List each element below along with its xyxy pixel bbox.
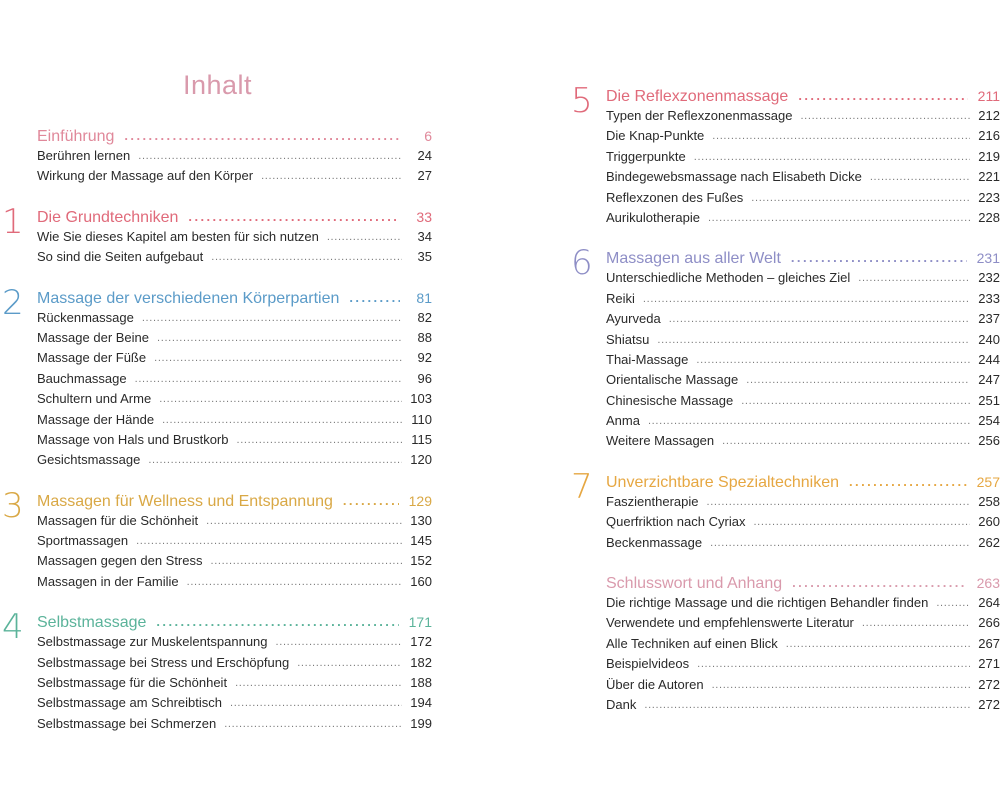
chapter-heading[interactable] bbox=[568, 472, 1000, 492]
leader-dots bbox=[669, 309, 970, 329]
toc-entry-page-number: 237 bbox=[978, 311, 1000, 327]
chapter-heading-label: Massagen für Wellness und Entspannung bbox=[37, 492, 333, 510]
toc-entry-label: Massage der Hände bbox=[37, 411, 155, 427]
leader-dots bbox=[753, 512, 970, 532]
toc-right-column bbox=[568, 81, 1000, 715]
chapter-heading-label: Schlusswort und Anhang bbox=[606, 575, 783, 593]
toc-entry-label: Die Knap-Punkte bbox=[606, 128, 705, 144]
toc-entry[interactable] bbox=[0, 511, 432, 531]
chapter-heading-label: Massagen aus aller Welt bbox=[606, 250, 781, 268]
toc-entry-page-number: 199 bbox=[410, 715, 432, 731]
chapter-heading-label: Die Grundtechniken bbox=[37, 208, 179, 226]
toc-entry-page-number: 27 bbox=[417, 168, 432, 184]
leader-dots bbox=[707, 492, 971, 512]
toc-entry[interactable] bbox=[568, 533, 1000, 553]
chapter-heading[interactable] bbox=[568, 248, 1000, 268]
toc-section bbox=[0, 126, 432, 187]
toc-entry[interactable] bbox=[568, 593, 1000, 613]
toc-entry-label: Selbstmassage bei Schmerzen bbox=[37, 715, 217, 731]
chapter-heading-page-number: 211 bbox=[977, 88, 1000, 104]
toc-entry-page-number: 272 bbox=[978, 676, 1000, 692]
toc-entry-label: Reflexzonen des Fußes bbox=[606, 189, 744, 205]
toc-entry[interactable] bbox=[568, 695, 1000, 715]
toc-entry-label: Weitere Massagen bbox=[606, 433, 715, 449]
leader-dots bbox=[135, 369, 402, 389]
leader-dots bbox=[858, 268, 970, 288]
toc-entry[interactable] bbox=[0, 531, 432, 551]
toc-left-column bbox=[0, 126, 432, 734]
toc-entry-label: Triggerpunkte bbox=[606, 148, 686, 164]
toc-entry-page-number: 216 bbox=[978, 128, 1000, 144]
leader-dots bbox=[188, 207, 400, 227]
toc-entry-label: Beckenmassage bbox=[606, 534, 703, 550]
toc-entry-page-number: 115 bbox=[411, 431, 432, 447]
toc-section bbox=[568, 243, 1000, 452]
toc-entry-page-number: 251 bbox=[978, 392, 1000, 408]
toc-entry[interactable] bbox=[0, 348, 432, 368]
toc-section bbox=[0, 607, 432, 734]
toc-entry-page-number: 110 bbox=[411, 411, 432, 427]
toc-entry-label: Wirkung der Massage auf den Körper bbox=[37, 168, 254, 184]
toc-entry-page-number: 82 bbox=[417, 309, 432, 325]
chapter-heading-label: Selbstmassage bbox=[37, 614, 147, 632]
leader-dots bbox=[792, 573, 967, 593]
toc-entry-label: Shiatsu bbox=[606, 331, 650, 347]
toc-entry-label: Selbstmassage zur Muskelentspannung bbox=[37, 634, 268, 650]
toc-entry-label: Berühren lernen bbox=[37, 148, 131, 163]
toc-entry-label: Aurikulotherapie bbox=[606, 209, 700, 225]
leader-dots bbox=[276, 632, 402, 652]
leader-dots bbox=[697, 654, 970, 674]
chapter-number: 1 bbox=[2, 201, 24, 242]
toc-entry[interactable] bbox=[568, 492, 1000, 512]
toc-entry-label: Massagen in der Familie bbox=[37, 573, 179, 589]
toc-entry-page-number: 145 bbox=[410, 533, 432, 549]
chapter-heading-page-number: 33 bbox=[416, 208, 432, 225]
toc-entry[interactable] bbox=[568, 106, 1000, 126]
toc-entry[interactable] bbox=[0, 247, 432, 267]
toc-entry-page-number: 182 bbox=[410, 654, 432, 670]
toc-entry-page-number: 258 bbox=[978, 493, 1000, 509]
chapter-heading-label: Die Reflexzonenmassage bbox=[606, 88, 789, 105]
toc-entry-page-number: 233 bbox=[978, 290, 1000, 306]
toc-entry-label: Schultern und Arme bbox=[37, 391, 152, 407]
toc-entry-label: Chinesische Massage bbox=[606, 392, 734, 408]
toc-entry-label: Querfriktion nach Cyriax bbox=[606, 514, 746, 530]
toc-entry-page-number: 267 bbox=[978, 635, 1000, 651]
toc-entry[interactable] bbox=[0, 369, 432, 389]
toc-entry[interactable] bbox=[0, 572, 432, 592]
toc-entry-label: Dank bbox=[606, 696, 637, 712]
toc-entry-label: Anma bbox=[606, 413, 640, 429]
toc-entry-label: Selbstmassage am Schreibtisch bbox=[37, 695, 222, 711]
toc-entry-page-number: 260 bbox=[978, 514, 1000, 530]
toc-entry-page-number: 160 bbox=[410, 573, 432, 589]
leader-dots bbox=[798, 86, 967, 106]
toc-entry-page-number: 256 bbox=[978, 433, 1000, 449]
toc-entry-page-number: 34 bbox=[417, 228, 432, 244]
toc-entry-page-number: 35 bbox=[417, 249, 432, 265]
toc-section bbox=[0, 485, 432, 593]
toc-entry-page-number: 264 bbox=[978, 595, 1000, 611]
leader-dots bbox=[849, 472, 967, 492]
toc-entry-page-number: 272 bbox=[978, 696, 1000, 712]
chapter-heading[interactable] bbox=[0, 288, 432, 308]
leader-dots bbox=[236, 430, 402, 450]
toc-entry[interactable] bbox=[568, 147, 1000, 167]
leader-dots bbox=[154, 348, 402, 368]
leader-dots bbox=[648, 411, 970, 431]
toc-entry-label: Reiki bbox=[606, 290, 635, 306]
toc-entry[interactable] bbox=[568, 613, 1000, 633]
leader-dots bbox=[327, 227, 402, 247]
toc-entry[interactable] bbox=[568, 330, 1000, 350]
toc-section bbox=[0, 201, 432, 268]
toc-entry-page-number: 188 bbox=[410, 675, 432, 691]
toc-entry-label: Die richtige Massage und die richtigen Behandler finden bbox=[606, 595, 929, 611]
chapter-heading-page-number: 81 bbox=[416, 289, 432, 306]
toc-entry-page-number: 120 bbox=[410, 452, 432, 468]
toc-entry-page-number: 152 bbox=[410, 553, 432, 569]
toc-entry[interactable] bbox=[0, 430, 432, 450]
toc-entry-label: Bindegewebsmassage nach Elisabeth Dicke bbox=[606, 169, 862, 185]
toc-entry[interactable] bbox=[568, 350, 1000, 370]
toc-entry-page-number: 24 bbox=[417, 148, 432, 163]
toc-entry[interactable] bbox=[0, 673, 432, 693]
toc-section bbox=[568, 573, 1000, 715]
toc-entry[interactable] bbox=[0, 227, 432, 247]
toc-entry[interactable] bbox=[568, 208, 1000, 228]
toc-entry-label: Gesichtsmassage bbox=[37, 452, 141, 468]
toc-entry-label: Unterschiedliche Methoden – gleiches Ziel bbox=[606, 270, 851, 286]
leader-dots bbox=[224, 714, 402, 734]
leader-dots bbox=[261, 166, 402, 186]
leader-dots bbox=[187, 572, 402, 592]
toc-entry-label: Über die Autoren bbox=[606, 676, 704, 692]
chapter-heading-page-number: 171 bbox=[408, 614, 432, 631]
leader-dots bbox=[162, 410, 402, 430]
toc-entry-page-number: 219 bbox=[978, 148, 1000, 164]
leader-dots bbox=[696, 350, 970, 370]
toc-entry-page-number: 254 bbox=[978, 413, 1000, 429]
toc-entry-page-number: 244 bbox=[978, 351, 1000, 367]
toc-entry-page-number: 194 bbox=[410, 695, 432, 711]
leader-dots bbox=[791, 248, 967, 268]
chapter-heading-page-number: 6 bbox=[424, 128, 432, 144]
toc-entry[interactable] bbox=[568, 268, 1000, 288]
chapter-heading-page-number: 231 bbox=[976, 250, 1000, 267]
toc-entry-label: Bauchmassage bbox=[37, 370, 127, 386]
toc-entry-label: Verwendete und empfehlenswerte Literatur bbox=[606, 615, 854, 631]
page-title: Inhalt bbox=[182, 70, 253, 100]
leader-dots bbox=[643, 289, 970, 309]
leader-dots bbox=[862, 613, 970, 633]
leader-dots bbox=[751, 188, 970, 208]
leader-dots bbox=[142, 308, 402, 328]
leader-dots bbox=[870, 167, 970, 187]
toc-entry[interactable] bbox=[0, 146, 432, 166]
toc-entry[interactable] bbox=[0, 308, 432, 328]
toc-entry[interactable] bbox=[568, 675, 1000, 695]
toc-entry-label: Ayurveda bbox=[606, 311, 661, 327]
toc-entry[interactable] bbox=[0, 714, 432, 734]
chapter-heading[interactable] bbox=[0, 207, 432, 227]
chapter-number: 5 bbox=[571, 81, 593, 121]
leader-dots bbox=[138, 146, 402, 166]
toc-entry-label: Massage der Füße bbox=[37, 350, 147, 366]
toc-entry[interactable] bbox=[568, 411, 1000, 431]
toc-entry[interactable] bbox=[568, 167, 1000, 187]
toc-entry-page-number: 271 bbox=[978, 656, 1000, 672]
toc-entry[interactable] bbox=[0, 166, 432, 186]
toc-entry-page-number: 262 bbox=[978, 534, 1000, 550]
toc-entry-page-number: 92 bbox=[417, 350, 432, 366]
toc-entry-label: Typen der Reflexzonenmassage bbox=[606, 108, 793, 123]
toc-entry-page-number: 221 bbox=[978, 169, 1000, 185]
toc-entry-label: Thai-Massage bbox=[606, 351, 689, 367]
chapter-number: 7 bbox=[571, 466, 593, 507]
toc-entry[interactable] bbox=[0, 693, 432, 713]
leader-dots bbox=[710, 533, 970, 553]
toc-entry[interactable] bbox=[568, 188, 1000, 208]
leader-dots bbox=[712, 675, 970, 695]
leader-dots bbox=[136, 531, 402, 551]
toc-entry-page-number: 103 bbox=[410, 391, 432, 407]
chapter-heading[interactable] bbox=[568, 86, 1000, 106]
leader-dots bbox=[786, 634, 970, 654]
toc-entry[interactable] bbox=[568, 431, 1000, 451]
toc-entry-label: Alle Techniken auf einen Blick bbox=[606, 635, 778, 651]
leader-dots bbox=[159, 389, 402, 409]
leader-dots bbox=[297, 653, 402, 673]
toc-entry[interactable] bbox=[568, 391, 1000, 411]
toc-entry-label: Orientalische Massage bbox=[606, 372, 739, 388]
chapter-heading[interactable] bbox=[0, 126, 432, 146]
toc-entry[interactable] bbox=[568, 309, 1000, 329]
leader-dots bbox=[708, 208, 970, 228]
chapter-heading[interactable] bbox=[0, 491, 432, 511]
leader-dots bbox=[156, 612, 398, 632]
leader-dots bbox=[746, 370, 970, 390]
toc-section bbox=[568, 466, 1000, 553]
toc-entry-label: Selbstmassage für die Schönheit bbox=[37, 675, 228, 691]
leader-dots bbox=[722, 431, 970, 451]
leader-dots bbox=[343, 491, 399, 511]
toc-entry-label: Selbstmassage bei Stress und Erschöpfung bbox=[37, 654, 290, 670]
toc-entry[interactable] bbox=[0, 653, 432, 673]
toc-entry[interactable] bbox=[0, 389, 432, 409]
toc-entry-page-number: 172 bbox=[410, 634, 432, 650]
leader-dots bbox=[741, 391, 970, 411]
toc-entry-label: Massage der Beine bbox=[37, 329, 150, 345]
toc-section bbox=[568, 81, 1000, 228]
toc-entry-page-number: 266 bbox=[978, 615, 1000, 631]
toc-entry[interactable] bbox=[0, 632, 432, 652]
toc-section bbox=[0, 282, 432, 471]
toc-entry-page-number: 232 bbox=[978, 270, 1000, 286]
toc-entry[interactable] bbox=[0, 450, 432, 470]
leader-dots bbox=[694, 147, 970, 167]
leader-dots bbox=[936, 593, 970, 613]
toc-entry-page-number: 96 bbox=[417, 370, 432, 386]
chapter-heading-label: Einführung bbox=[37, 128, 115, 145]
chapter-heading[interactable] bbox=[568, 573, 1000, 593]
chapter-number: 6 bbox=[571, 243, 593, 284]
leader-dots bbox=[211, 551, 403, 571]
leader-dots bbox=[148, 450, 402, 470]
toc-entry-page-number: 247 bbox=[978, 372, 1000, 388]
toc-entry[interactable] bbox=[568, 654, 1000, 674]
chapter-number: 4 bbox=[2, 607, 24, 648]
toc-entry-page-number: 228 bbox=[978, 209, 1000, 225]
toc-entry-label: So sind die Seiten aufgebaut bbox=[37, 249, 204, 265]
chapter-heading-label: Massage der verschiedenen Körperpartien bbox=[37, 289, 340, 307]
toc-entry[interactable] bbox=[568, 634, 1000, 654]
chapter-heading[interactable] bbox=[0, 612, 432, 632]
toc-entry[interactable] bbox=[568, 126, 1000, 146]
leader-dots bbox=[124, 126, 400, 146]
chapter-heading-page-number: 263 bbox=[976, 575, 1000, 592]
toc-entry-label: Wie Sie dieses Kapitel am besten für sich nutzen bbox=[37, 228, 319, 244]
chapter-heading-page-number: 257 bbox=[976, 473, 1000, 490]
leader-dots bbox=[230, 693, 402, 713]
leader-dots bbox=[211, 247, 402, 267]
toc-entry-label: Massagen gegen den Stress bbox=[37, 553, 203, 569]
leader-dots bbox=[800, 106, 970, 126]
leader-dots bbox=[235, 673, 402, 693]
toc-entry-page-number: 240 bbox=[978, 331, 1000, 347]
toc-entry-page-number: 212 bbox=[978, 108, 1000, 123]
leader-dots bbox=[349, 288, 400, 308]
toc-entry[interactable] bbox=[568, 370, 1000, 390]
leader-dots bbox=[712, 126, 970, 146]
toc-entry-label: Beispielvideos bbox=[606, 656, 690, 672]
toc-entry-label: Rückenmassage bbox=[37, 309, 134, 325]
toc-entry-page-number: 130 bbox=[410, 512, 432, 528]
toc-entry-page-number: 88 bbox=[417, 329, 432, 345]
toc-entry[interactable] bbox=[568, 512, 1000, 532]
toc-entry[interactable] bbox=[0, 328, 432, 348]
chapter-heading-label: Unverzichtbare Spezialtechniken bbox=[606, 473, 840, 491]
toc-entry-label: Sportmassagen bbox=[37, 533, 129, 549]
chapter-number: 3 bbox=[2, 485, 24, 526]
toc-entry[interactable] bbox=[0, 410, 432, 430]
leader-dots bbox=[157, 328, 402, 348]
toc-entry[interactable] bbox=[0, 551, 432, 571]
chapter-heading-page-number: 129 bbox=[408, 492, 432, 509]
toc-entry-page-number: 223 bbox=[978, 189, 1000, 205]
leader-dots bbox=[644, 695, 970, 715]
leader-dots bbox=[657, 330, 970, 350]
chapter-number: 2 bbox=[2, 282, 24, 323]
toc-entry-label: Massagen für die Schönheit bbox=[37, 512, 199, 528]
toc-entry-label: Faszientherapie bbox=[606, 493, 699, 509]
leader-dots bbox=[206, 511, 402, 531]
toc-entry[interactable] bbox=[568, 289, 1000, 309]
toc-entry-label: Massage von Hals und Brustkorb bbox=[37, 431, 229, 447]
